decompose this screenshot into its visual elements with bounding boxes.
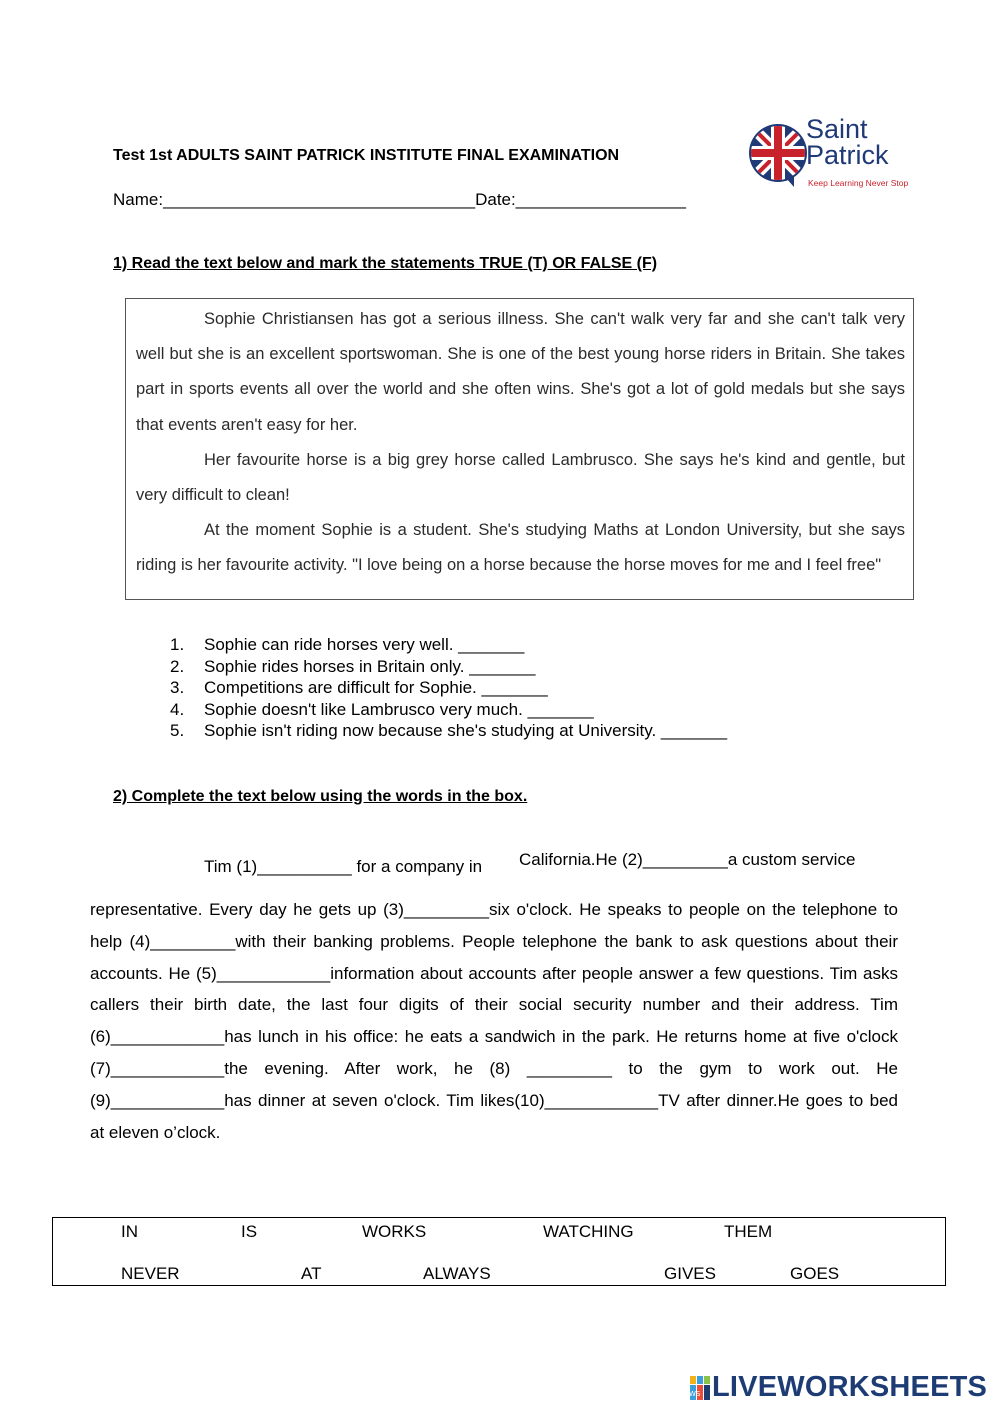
word-box-item: THEM	[724, 1222, 773, 1241]
statement-item[interactable]: 2. Sophie rides horses in Britain only. _______	[170, 656, 536, 676]
section1-heading: 1) Read the text below and mark the statements TRUE (T) OR FALSE (F)	[113, 255, 658, 272]
union-jack-icon	[748, 123, 808, 183]
date-label: Date:	[475, 190, 516, 209]
cloze-line1-part2[interactable]: California.He (2)_________a custom service	[519, 850, 856, 869]
reading-paragraph: Sophie Christiansen has got a serious illness. She can't walk very far and she can't talk very well but she is an excellent sportswoman. She is one of the best young horse riders in Britain. She takes part in sports events all over the world and she often wins. She's got a lot of gold medals but she says that events aren't easy for her.	[136, 310, 905, 434]
statement-list	[170, 634, 727, 742]
svg-text:LWS: LWS	[685, 1390, 701, 1398]
reading-paragraph: Her favourite horse is a big grey horse called Lambrusco. She says he's kind and gentle, but very difficult to clean!	[136, 450, 905, 505]
word-box-item: AT	[301, 1264, 322, 1283]
word-box-item: GOES	[790, 1264, 840, 1283]
logo-name: Saint Patrick	[806, 114, 889, 170]
word-box-item: IN	[121, 1222, 138, 1241]
logo-tagline: Keep Learning Never Stop	[808, 178, 909, 188]
date-field[interactable]: __________________	[515, 190, 686, 209]
page-title: Test 1st ADULTS SAINT PATRICK INSTITUTE FINAL EXAMINATION	[113, 147, 620, 164]
brand-name: LIVEWORKSHEETS	[712, 1371, 988, 1403]
word-box-item: WATCHING	[543, 1222, 634, 1241]
name-field[interactable]: _________________________________	[163, 190, 476, 209]
word-box-item: WORKS	[362, 1222, 427, 1241]
word-box-item: IS	[241, 1222, 258, 1241]
reading-text-box	[125, 298, 914, 600]
statement-item[interactable]: 3. Competitions are difficult for Sophie. _______	[170, 678, 548, 697]
word-box-item: NEVER	[121, 1264, 180, 1283]
name-date-line	[113, 190, 686, 210]
saint-patrick-logo	[748, 114, 918, 192]
liveworksheets-logo-icon	[685, 1376, 710, 1400]
cloze-paragraph[interactable]: representative. Every day he gets up (3)_________six o'clock. He speaks to people on the telephone to help (4)_________with their banking problems. People telephone the bank to ask questions about their accounts. He (5)____________information about accounts after people answer a few questions. Tim asks callers their birth date, the last four digits of their social security number and their address. Tim (6)____________has lunch in his office: he eats a sandwich in the park. He returns home at five o'clock (7)____________the evening. After work, he (8) _________ to the gym to work out. He (9)____________has dinner at seven o'clock. Tim likes(10)____________TV after dinner.He goes to bed at eleven o’clock.	[90, 900, 898, 1142]
cloze-line1-part1[interactable]: Tim (1)__________ for a company in	[204, 857, 483, 876]
statement-item[interactable]: 1. Sophie can ride horses very well. _______	[170, 635, 525, 654]
statement-item[interactable]: 5. Sophie isn't riding now because she's studying at University. _______	[170, 721, 728, 740]
word-box-item: GIVES	[664, 1264, 716, 1283]
word-box-item: ALWAYS	[423, 1264, 491, 1283]
word-box	[52, 1217, 946, 1286]
name-label: Name:	[113, 190, 164, 209]
statement-item[interactable]: 4. Sophie doesn't like Lambrusco very much. _______	[170, 699, 594, 719]
reading-paragraph: At the moment Sophie is a student. She's studying Maths at London University, but she says riding is her favourite activity. "I love being on a horse because the horse moves for me and I feel free"	[136, 521, 905, 575]
section2-heading: 2) Complete the text below using the words in the box.	[113, 788, 528, 805]
